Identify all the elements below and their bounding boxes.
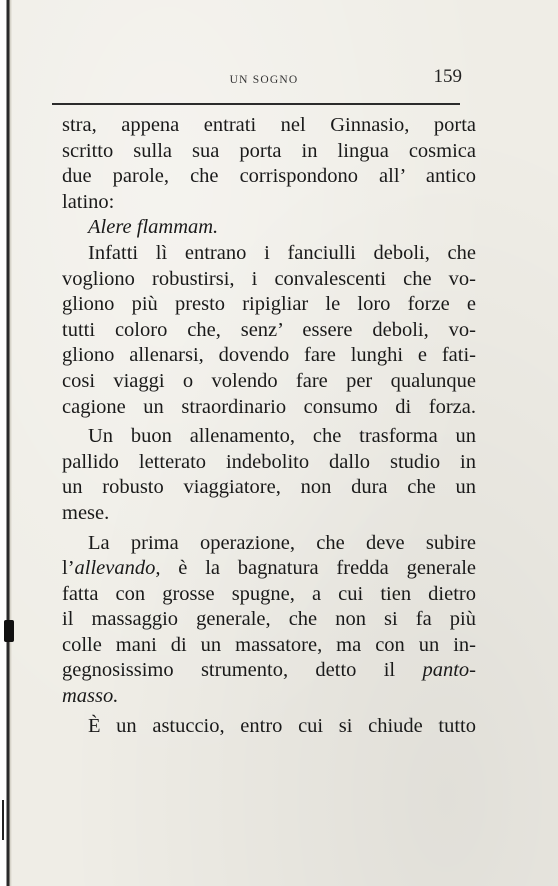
page-number: 159	[433, 66, 462, 87]
text-line	[62, 556, 476, 582]
text-line: latino:	[62, 190, 115, 213]
text-line: Infatti lì entrano i fanciulli deboli, che	[88, 241, 476, 264]
text-line: Un buon allenamento, che trasforma un	[88, 425, 476, 448]
text-line: La prima operazione, che deve subire	[88, 531, 476, 554]
book-spine-edge	[0, 0, 12, 886]
motto-text: Alere flammam.	[88, 216, 219, 239]
text-line: gliono allenarsi, dovendo fare lunghi e fati-	[62, 344, 476, 367]
text-fragment: gegnosissimo strumento, detto il	[62, 659, 423, 682]
header-rule	[52, 103, 460, 105]
text-line: due parole, che corrispondono all’ antico	[62, 165, 476, 188]
text-fragment: l’	[62, 557, 75, 580]
text-line: cosi viaggi o volendo fare per qualunque	[62, 369, 476, 392]
text-fragment: è la bagnatura fredda generale	[160, 557, 476, 580]
text-line: fatta con grosse spugne, a cui tien dietro	[62, 582, 476, 605]
italic-term: panto-	[422, 659, 476, 682]
text-line: stra, appena entrati nel Ginnasio, porta	[62, 114, 476, 136]
text-line: tutti coloro che, senz’ essere deboli, vo-	[62, 318, 476, 341]
text-line: vogliono robustirsi, i convalescenti che vo-	[62, 267, 476, 290]
italic-term: masso.	[62, 685, 119, 708]
spine-mark	[4, 620, 14, 642]
margin-mark	[2, 800, 14, 840]
body-text	[62, 113, 476, 739]
text-line: cagione un straordinario consumo di forza.	[62, 395, 476, 418]
running-title: UN SOGNO	[229, 74, 299, 86]
running-head	[58, 66, 470, 92]
motto-line	[62, 215, 476, 241]
text-line: mese.	[62, 501, 110, 524]
text-line: scritto sulla sua porta in lingua cosmica	[62, 139, 476, 162]
text-line: È un astuccio, entro cui si chiude tutto	[88, 714, 476, 737]
text-line: il massaggio generale, che non si fa più	[62, 608, 476, 631]
text-line: pallido letterato indebolito dallo studio in	[62, 450, 476, 473]
text-line: un robusto viaggiatore, non dura che un	[62, 476, 476, 499]
text-line	[62, 658, 476, 684]
text-line	[62, 684, 476, 710]
italic-term: allevando,	[74, 557, 161, 580]
text-line: gliono più presto ripigliar le loro forze e	[62, 293, 476, 316]
text-line: colle mani di un massatore, ma con un in-	[62, 633, 476, 656]
